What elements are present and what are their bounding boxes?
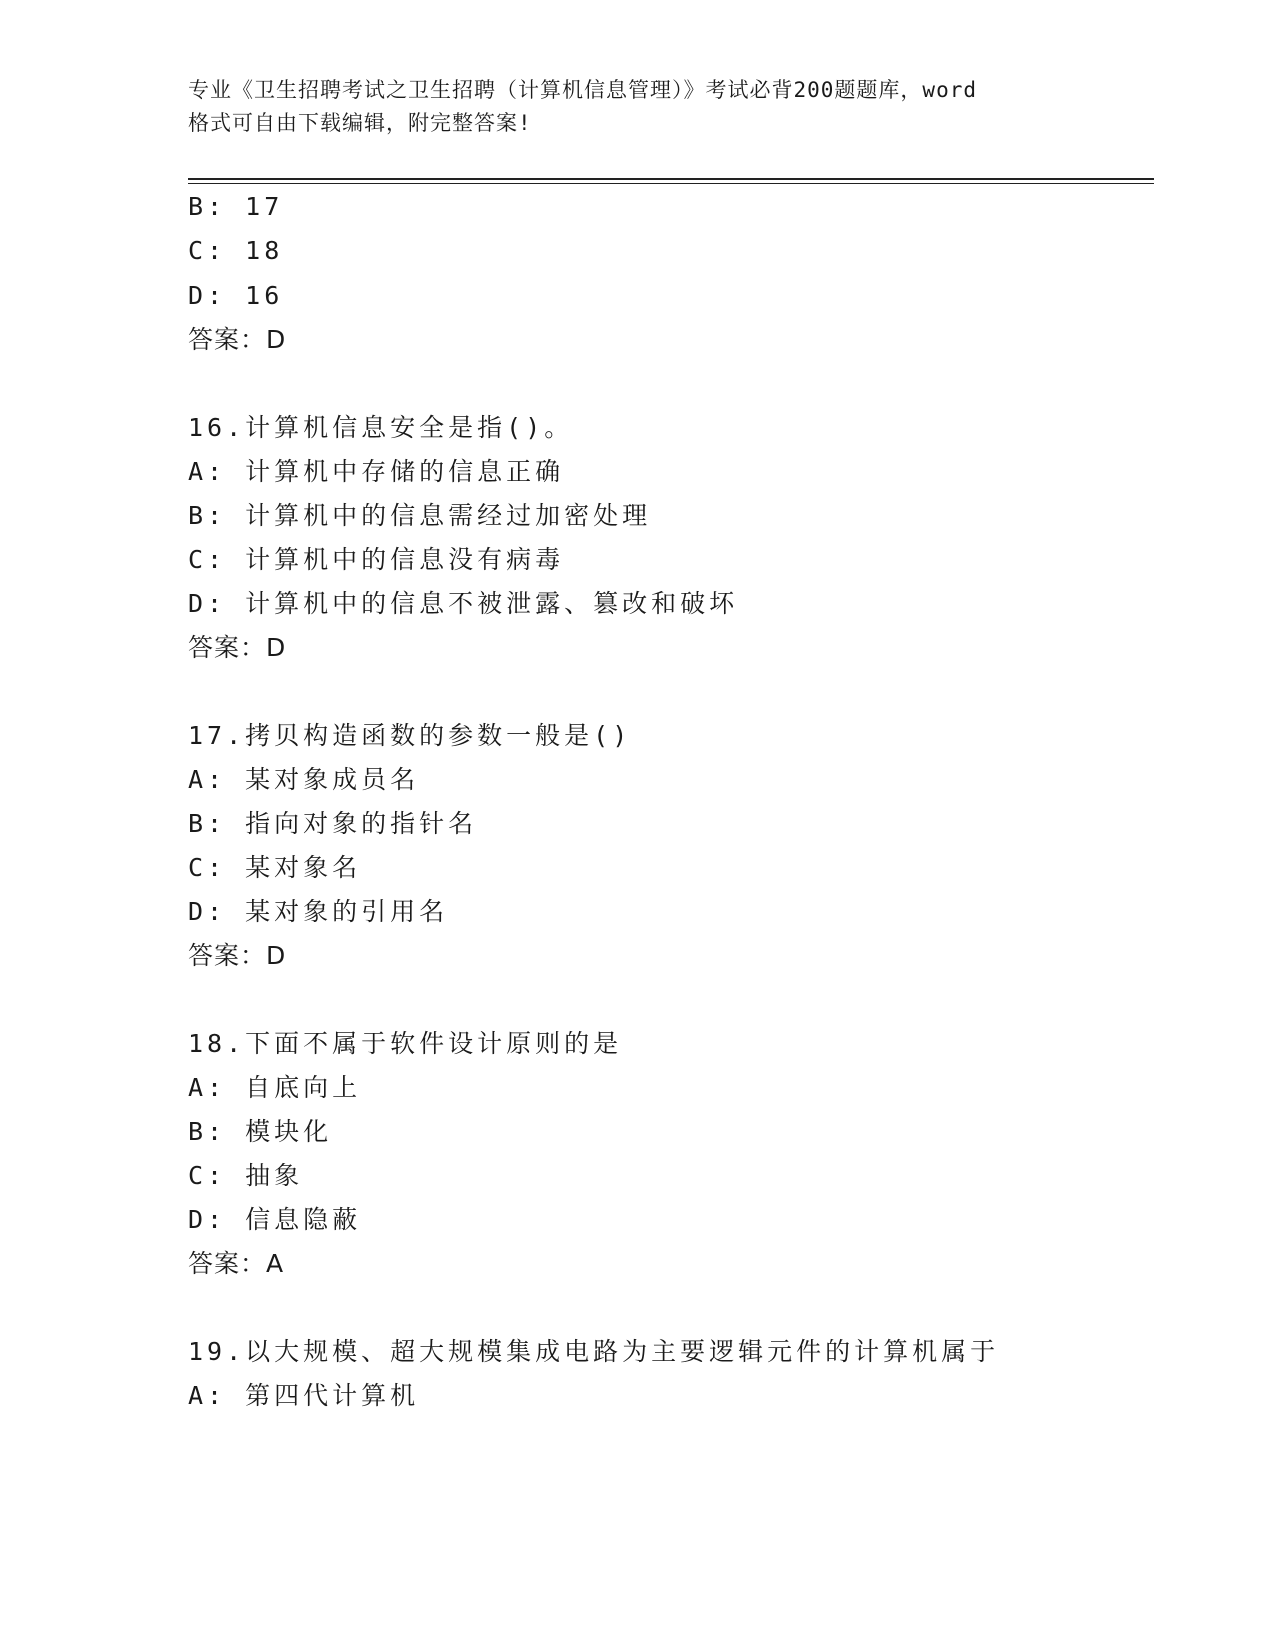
document-header: 专业《卫生招聘考试之卫生招聘（计算机信息管理）》考试必背200题题库，word 格式可自由下载编辑，附完整答案! (188, 78, 977, 135)
question-line: 19.以大规模、超大规模集成电路为主要逻辑元件的计算机属于 (188, 1337, 1000, 1366)
option-line: C: 某对象名 (188, 853, 362, 882)
question-line: 17.拷贝构造函数的参数一般是() (188, 721, 632, 750)
option-line: C: 抽象 (188, 1161, 304, 1190)
answer-line: 答案：D (188, 325, 287, 354)
option-line: D: 某对象的引用名 (188, 897, 449, 926)
option-line: B: 指向对象的指针名 (188, 809, 478, 838)
header-divider-thick (188, 178, 1154, 180)
option-line: C: 计算机中的信息没有病毒 (188, 545, 565, 574)
option-line: B: 计算机中的信息需经过加密处理 (188, 501, 652, 530)
option-line: A: 某对象成员名 (188, 765, 420, 794)
option-line: D: 16 (188, 281, 284, 310)
answer-line: 答案：D (188, 941, 287, 970)
option-line: A: 第四代计算机 (188, 1381, 420, 1410)
option-line: A: 计算机中存储的信息正确 (188, 457, 565, 486)
option-line: A: 自底向上 (188, 1073, 362, 1102)
header-divider-thin (188, 183, 1154, 184)
question-line: 18.下面不属于软件设计原则的是 (188, 1029, 623, 1058)
option-line: D: 计算机中的信息不被泄露、篡改和破坏 (188, 589, 739, 618)
option-line: B: 17 (188, 192, 284, 221)
answer-line: 答案：A (188, 1249, 285, 1278)
answer-line: 答案：D (188, 633, 287, 662)
option-line: B: 模块化 (188, 1117, 333, 1146)
question-line: 16.计算机信息安全是指()。 (188, 413, 574, 442)
option-line: C: 18 (188, 236, 284, 265)
option-line: D: 信息隐蔽 (188, 1205, 362, 1234)
